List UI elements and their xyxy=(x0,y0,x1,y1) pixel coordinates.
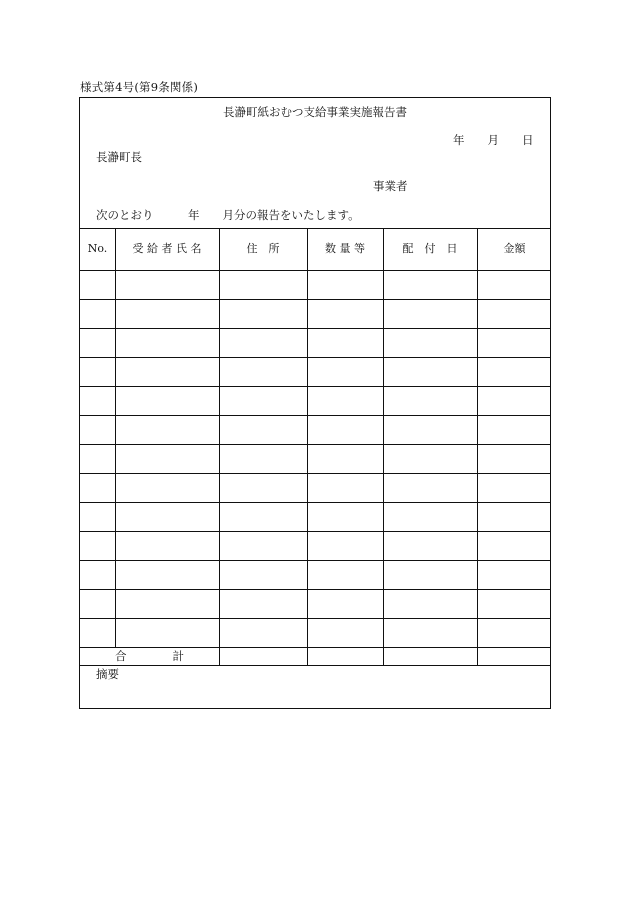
document-title: 長瀞町紙おむつ支給事業実施報告書 xyxy=(223,105,407,119)
total-row-bottom-border xyxy=(80,665,550,666)
table-header-2: 住 所 xyxy=(246,242,280,255)
operator-label: 事業者 xyxy=(373,179,408,193)
table-row[interactable] xyxy=(80,299,552,328)
table-row[interactable] xyxy=(80,415,552,444)
remarks-label: 摘要 xyxy=(96,667,119,681)
report-form xyxy=(79,97,551,709)
table-header-4: 配 付 日 xyxy=(402,242,458,255)
table-header-0: No. xyxy=(87,242,108,255)
table-header-5: 金額 xyxy=(503,242,526,255)
table-top-border xyxy=(80,228,550,229)
table-row[interactable] xyxy=(80,328,552,357)
table-row[interactable] xyxy=(80,444,552,473)
total-label: 合 計 xyxy=(115,649,184,663)
row-divider xyxy=(80,647,550,648)
table-row[interactable] xyxy=(80,618,552,647)
date-line: 年 月 日 xyxy=(453,133,534,147)
table-row[interactable] xyxy=(80,473,552,502)
table-row[interactable] xyxy=(80,386,552,415)
table-row[interactable] xyxy=(80,502,552,531)
table-row[interactable] xyxy=(80,589,552,618)
table-header-1: 受 給 者 氏 名 xyxy=(132,242,202,255)
table-row[interactable] xyxy=(80,357,552,386)
table-row[interactable] xyxy=(80,560,552,589)
table-header-3: 数 量 等 xyxy=(325,242,365,255)
form-number-label: 様式第4号(第9条関係) xyxy=(80,80,199,94)
table-row[interactable] xyxy=(80,270,552,299)
report-sentence: 次のとおり 年 月分の報告をいたします。 xyxy=(96,208,360,222)
addressee: 長瀞町長 xyxy=(96,150,142,164)
table-row[interactable] xyxy=(80,531,552,560)
